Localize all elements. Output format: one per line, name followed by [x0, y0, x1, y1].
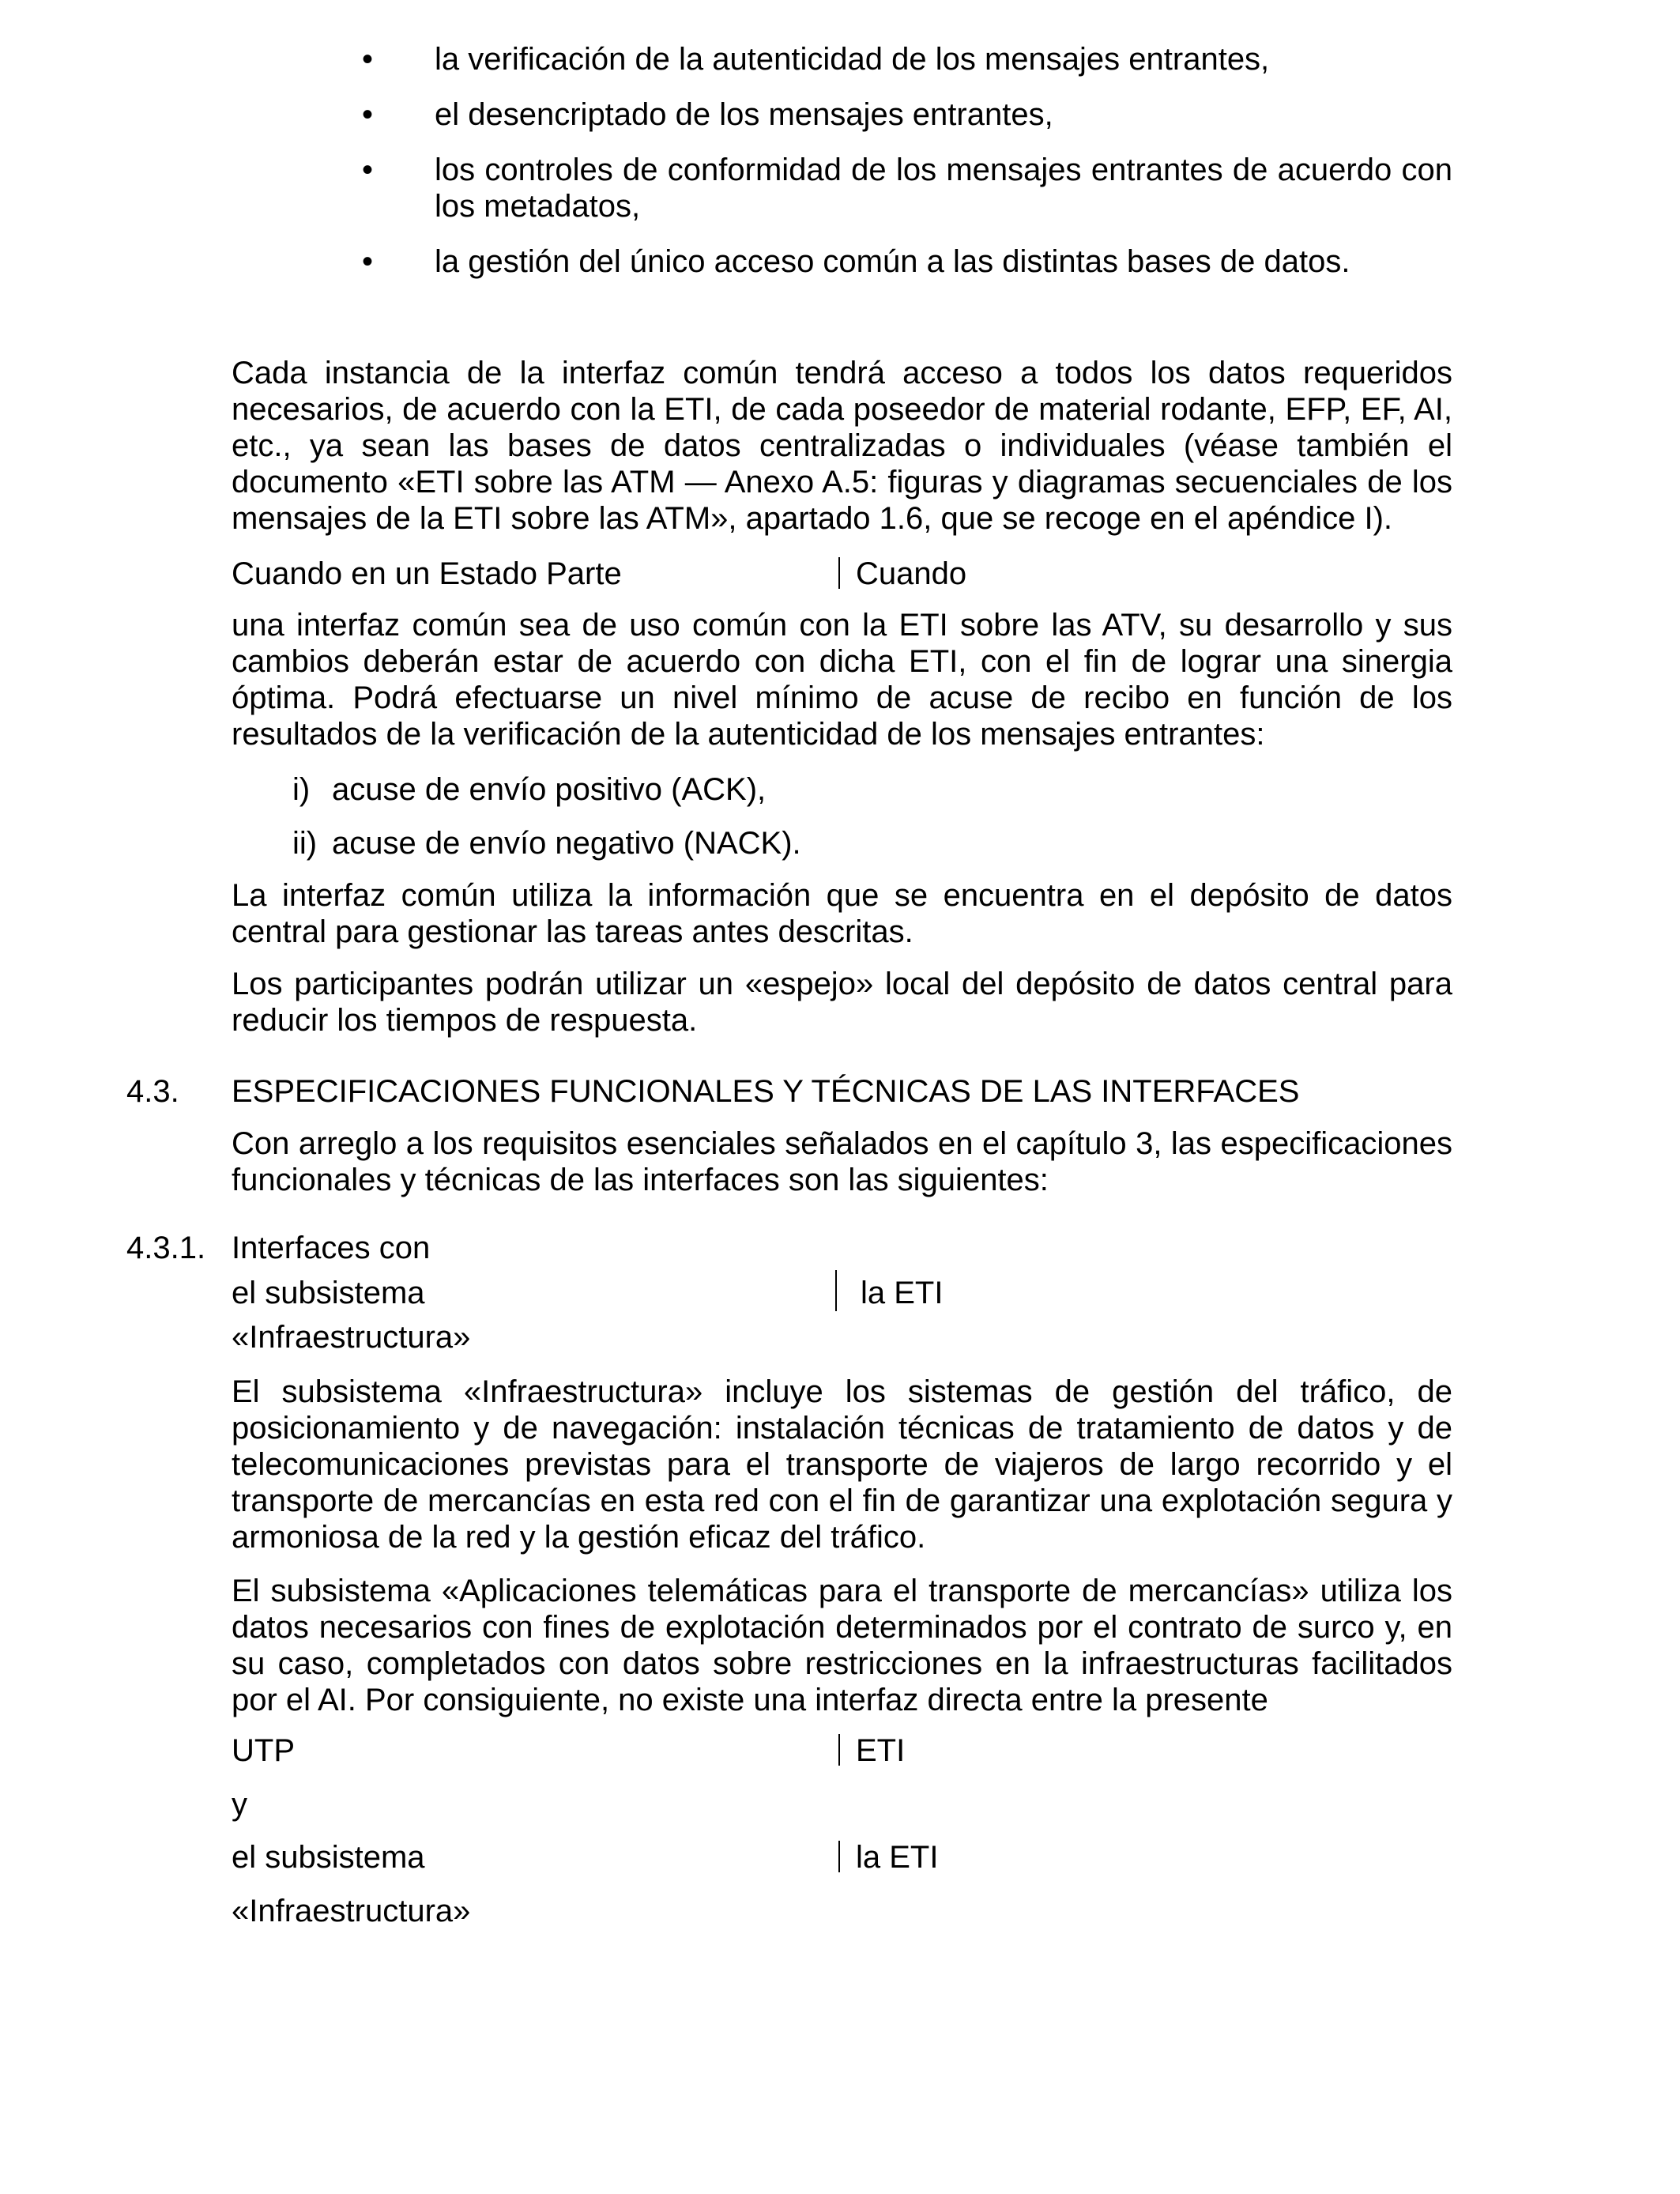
paragraph-uso-comun: una interfaz común sea de uso común con la ETI sobre las ATV, su desarrollo y sus cambios deberán estar de acuerdo con dicha ETI, con el fin de lograr una sinergia óptima. Podrá efectuarse un nivel mínimo de acuse de recibo en función de los resultados de la verificación de la autenticidad de los mensajes entrantes: [232, 608, 1452, 752]
bullet-text: la verificación de la autenticidad de los mensajes entrantes, [435, 42, 1270, 77]
column-divider [838, 1734, 840, 1766]
row-left-text: el subsistema [232, 1840, 425, 1875]
row-left-text: Cuando en un Estado Parte [232, 556, 622, 591]
paragraph-aplicaciones: El subsistema «Aplicaciones telemáticas para el transporte de mercancías» utiliza los datos necesarios con fines de explotación determinados por el contrato de surco y, en su caso, completados con datos sobre restricciones en la infraestructuras facilitados por el AI. Por consiguiente, no existe una interfaz directa entre la presente [232, 1574, 1452, 1717]
bullet-icon: • [362, 244, 374, 279]
section-title: ESPECIFICACIONES FUNCIONALES Y TÉCNICAS DE LAS INTERFACES [232, 1074, 1300, 1109]
row-right-text: ETI [856, 1733, 906, 1768]
column-divider [835, 1270, 837, 1311]
bullet-icon: • [362, 97, 374, 132]
section-intro: Con arreglo a los requisitos esenciales señalados en el capítulo 3, las especificaciones funcionales y técnicas de las interfaces son las siguientes: [232, 1126, 1452, 1197]
bullet-icon: • [362, 42, 374, 77]
row-right-text: la ETI [856, 1840, 939, 1875]
subsection-title-line: «Infraestructura» [232, 1320, 471, 1355]
section-number: 4.3. [126, 1074, 179, 1109]
word-y: y [232, 1787, 247, 1822]
row-utp [232, 1732, 1452, 1769]
paragraph-interfaz-comun: Cada instancia de la interfaz común tendrá acceso a todos los datos requeridos necesarios, de acuerdo con la ETI, de cada poseedor de material rodante, EFP, EF, AI, etc., ya sean las bases de datos centralizadas o individuales (véase también el documento «ETI sobre las ATM — Anexo A.5: figuras y diagramas secuenciales de los mensajes de la ETI sobre las ATM», apartado 1.6, que se recoge en el apéndice I). [232, 356, 1452, 536]
enum-number: ii) [292, 826, 318, 861]
list-item [362, 243, 1452, 280]
subsection-title-row [232, 1275, 1452, 1311]
column-divider [838, 1841, 840, 1872]
bullet-text: el desencriptado de los mensajes entrantes, [435, 97, 1053, 132]
subsection-number: 4.3.1. [126, 1231, 206, 1265]
enum-text: acuse de envío negativo (NACK). [332, 826, 801, 861]
enum-text: acuse de envío positivo (ACK), [332, 772, 767, 807]
column-divider [838, 557, 840, 589]
list-item [362, 41, 1452, 77]
enum-number: i) [292, 772, 311, 807]
paragraph-infraestructura: El subsistema «Infraestructura» incluye los sistemas de gestión del tráfico, de posicionamiento y de navegación: instalación técnicas de tratamiento de datos y de telecomunicaciones previstas para el transporte de viajeros de largo recorrido y el transporte de mercancías en esta red con el fin de garantizar una explotación segura y armoniosa de la red y la gestión eficaz del tráfico. [232, 1374, 1452, 1555]
list-item [362, 152, 1452, 224]
bullet-text: los controles de conformidad de los mensajes entrantes de acuerdo con los metadatos, [435, 153, 1452, 224]
row-left-text: el subsistema [232, 1276, 425, 1310]
paragraph-espejo: Los participantes podrán utilizar un «espejo» local del depósito de datos central para reducir los tiempos de respuesta. [232, 967, 1452, 1038]
paragraph-deposito: La interfaz común utiliza la información que se encuentra en el depósito de datos central para gestionar las tareas antes descritas. [232, 878, 1452, 949]
row-subsistema [232, 1839, 1452, 1875]
row-cuando [232, 556, 1452, 592]
bullet-list [362, 41, 1452, 299]
bullet-text: la gestión del único acceso común a las distintas bases de datos. [435, 244, 1350, 279]
row-left-text: UTP [232, 1733, 295, 1768]
row-right-text: Cuando [856, 556, 967, 591]
word-infraestructura: «Infraestructura» [232, 1894, 471, 1928]
row-right-text: la ETI [861, 1276, 944, 1310]
bullet-icon: • [362, 153, 374, 187]
list-item [362, 96, 1452, 133]
subsection-title-line: Interfaces con [232, 1231, 431, 1265]
